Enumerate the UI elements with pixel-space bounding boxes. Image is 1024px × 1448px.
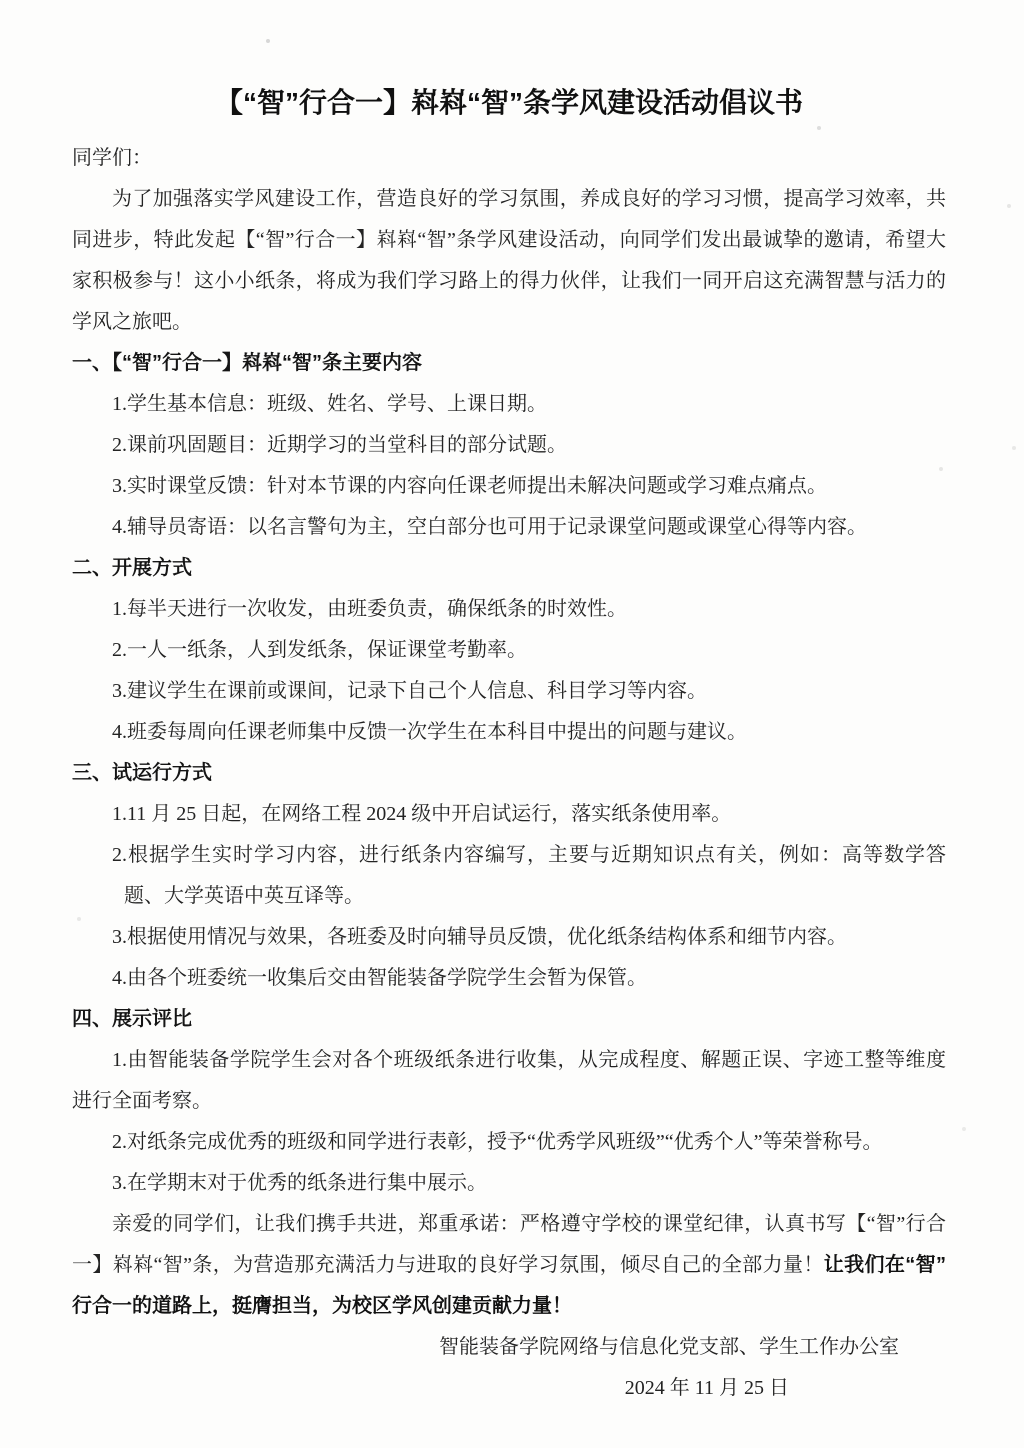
date-line: 2024 年 11 月 25 日 [624, 1377, 789, 1399]
section-3-item-3: 3.根据使用情况与效果，各班委及时向辅导员反馈，优化纸条结构体系和细节内容。 [112, 926, 847, 948]
document-title: 【“智”行合一】嵙嵙“智”条学风建设活动倡议书 [214, 87, 803, 118]
section-1-item-4: 4.辅导员寄语：以名言警句为主，空白部分也可用于记录课堂问题或课堂心得等内容。 [112, 516, 867, 538]
closing-paragraph [72, 1204, 946, 1327]
section-3-item-2: 2.根据学生实时学习内容，进行纸条内容编写，主要与近期知识点有关，例如：高等数学答题、大学英语中英互译等。 [112, 844, 946, 907]
section-4-item-2: 2.对纸条完成优秀的班级和同学进行表彰，授予“优秀学风班级”“优秀个人”等荣誉称号。 [112, 1131, 883, 1153]
section-2-heading: 二、开展方式 [72, 557, 192, 579]
section-3-heading: 三、试运行方式 [72, 762, 212, 784]
section-1-heading: 一、【“智”行合一】嵙嵙“智”条主要内容 [72, 352, 422, 374]
section-1-item-2: 2.课前巩固题目：近期学习的当堂科目的部分试题。 [112, 434, 567, 456]
section-4-item-1: 1.由智能装备学院学生会对各个班级纸条进行收集，从完成程度、解题正误、字迹工整等维度进行全面考察。 [72, 1049, 946, 1112]
scan-artifact-specks [0, 0, 2, 2]
section-1-item-1: 1.学生基本信息：班级、姓名、学号、上课日期。 [112, 393, 547, 415]
closing-text-bold: 让我们在“智”行合一的道路上，挺膺担当，为校区学风创建贡献力量！ [72, 1254, 946, 1317]
section-4-item-3: 3.在学期末对于优秀的纸条进行集中展示。 [112, 1172, 487, 1194]
section-3-item-4: 4.由各个班委统一收集后交由智能装备学院学生会暂为保管。 [112, 967, 647, 989]
section-2-item-2: 2.一人一纸条，人到发纸条，保证课堂考勤率。 [112, 639, 527, 661]
section-3-item-1: 1.11 月 25 日起，在网络工程 2024 级中开启试运行，落实纸条使用率。 [112, 803, 732, 825]
section-2-item-4: 4.班委每周向任课老师集中反馈一次学生在本科目中提出的问题与建议。 [112, 721, 747, 743]
section-2-item-3: 3.建议学生在课前或课间，记录下自己个人信息、科目学习等内容。 [112, 680, 707, 702]
section-2-item-1: 1.每半天进行一次收发，由班委负责，确保纸条的时效性。 [112, 598, 627, 620]
section-4-heading: 四、展示评比 [72, 1008, 192, 1030]
section-1-item-3: 3.实时课堂反馈：针对本节课的内容向任课老师提出未解决问题或学习难点痛点。 [112, 475, 827, 497]
closing-text-normal: 亲爱的同学们，让我们携手共进，郑重承诺：严格遵守学校的课堂纪律，认真书写【“智”行合一】嵙嵙“智”条，为营造那充满活力与进取的良好学习氛围，倾尽自己的全部力量！ [72, 1213, 946, 1276]
salutation: 同学们： [72, 147, 152, 169]
signature-line: 智能装备学院网络与信息化党支部、学生工作办公室 [439, 1336, 899, 1358]
intro-paragraph: 为了加强落实学风建设工作，营造良好的学习氛围，养成良好的学习习惯，提高学习效率，共同进步，特此发起【“智”行合一】嵙嵙“智”条学风建设活动，向同学们发出最诚挚的邀请，希望大家积极参与！这小小纸条，将成为我们学习路上的得力伙伴，让我们一同开启这充满智慧与活力的学风之旅吧。 [72, 188, 946, 333]
